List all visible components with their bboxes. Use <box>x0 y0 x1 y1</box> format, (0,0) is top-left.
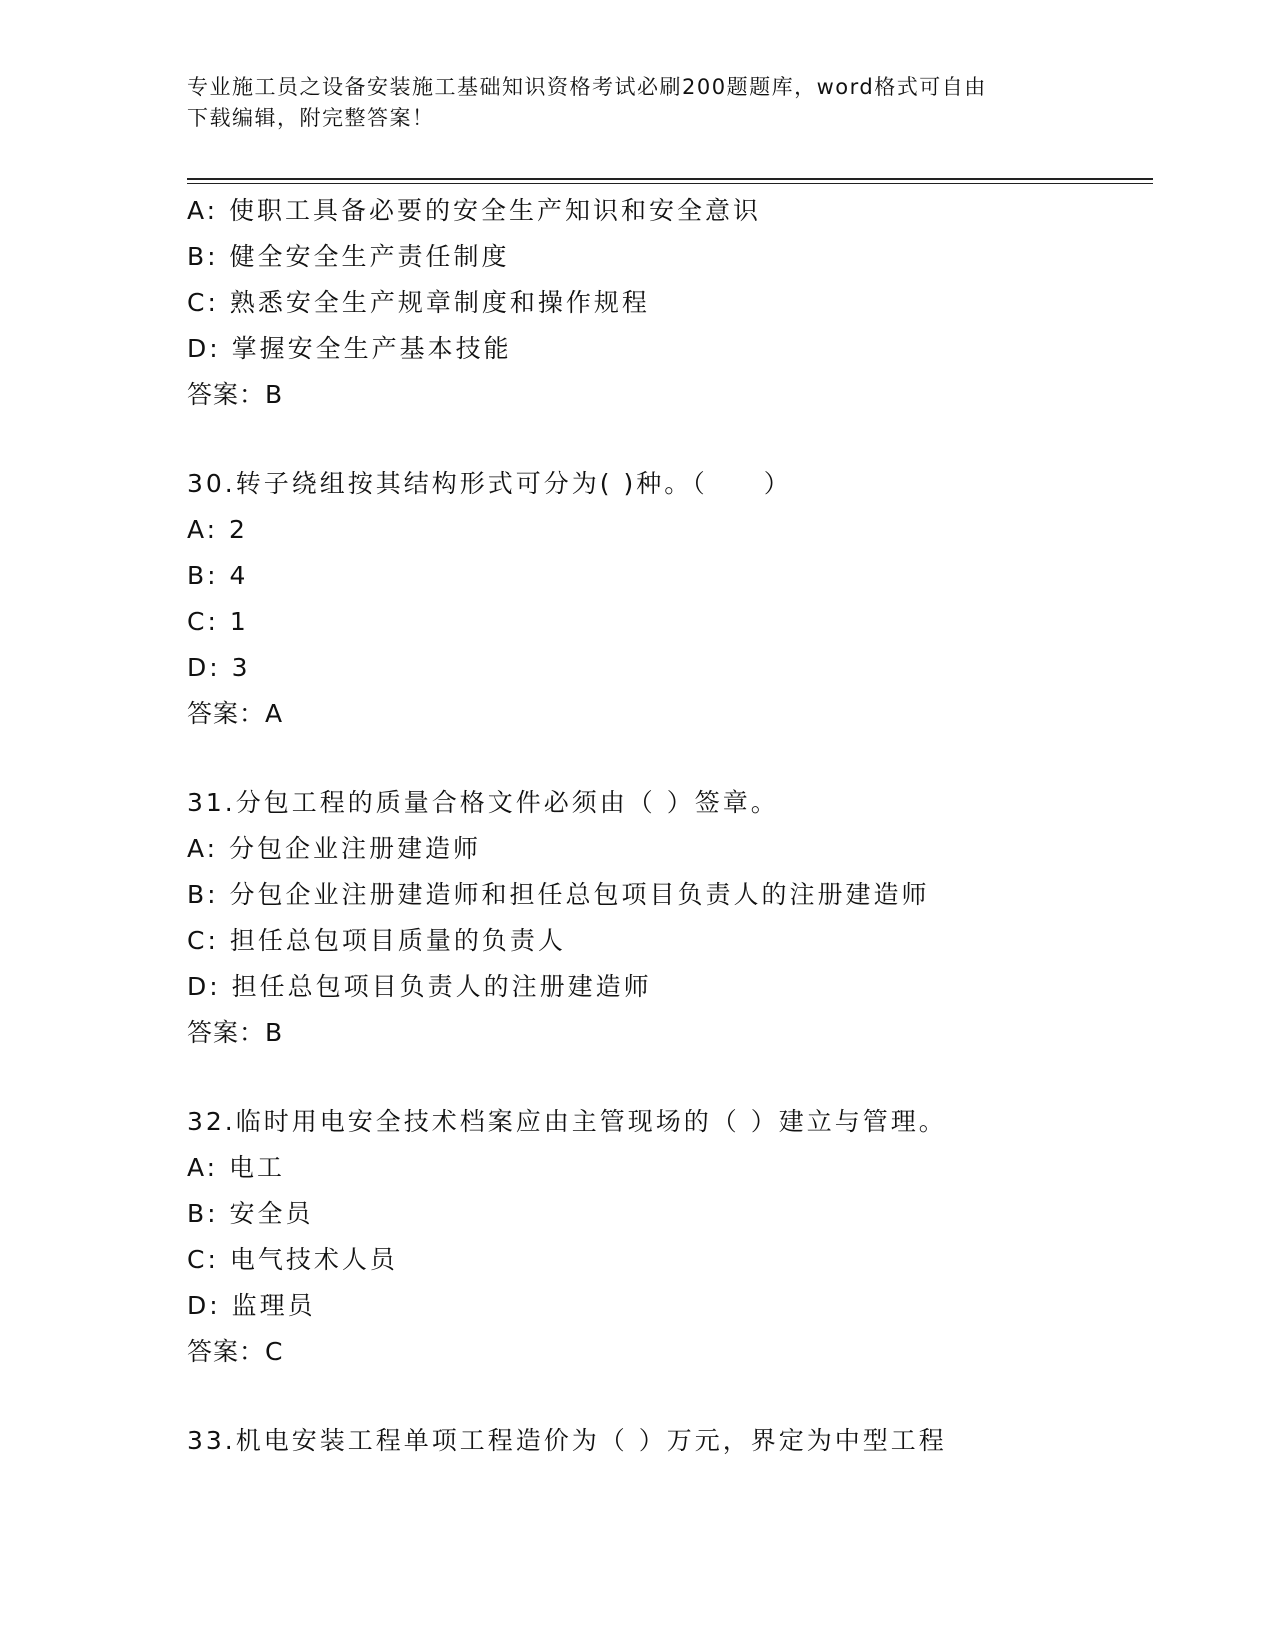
option-text: 使职工具备必要的安全生产知识和安全意识 <box>229 196 762 225</box>
option-letter: C: <box>187 926 219 955</box>
question-stem: 33.机电安装工程单项工程造价为（ ）万元，界定为中型工程 <box>187 1426 947 1455</box>
option-a <box>187 188 1153 234</box>
option-text: 3 <box>231 653 251 682</box>
option-a <box>187 1145 1153 1191</box>
header-line-1: 专业施工员之设备安装施工基础知识资格考试必刷200题题库，word格式可自由 <box>187 75 987 99</box>
option-a <box>187 507 1153 553</box>
option-letter: B: <box>187 1199 219 1228</box>
header-line-2: 下载编辑，附完整答案！ <box>187 106 435 130</box>
option-d <box>187 1283 1153 1329</box>
option-c <box>187 1237 1153 1283</box>
option-c <box>187 599 1153 645</box>
option-letter: A: <box>187 834 219 863</box>
option-letter: D: <box>187 1291 221 1320</box>
question-stem: 30.转子绕组按其结构形式可分为( )种。（ ） <box>187 469 792 498</box>
option-text: 1 <box>229 607 249 636</box>
option-text: 4 <box>229 561 249 590</box>
option-b <box>187 234 1153 280</box>
option-letter: D: <box>187 334 221 363</box>
option-letter: C: <box>187 288 219 317</box>
option-c <box>187 918 1153 964</box>
option-letter: B: <box>187 561 219 590</box>
option-a <box>187 826 1153 872</box>
question-29-continued <box>187 188 1153 418</box>
question-31 <box>187 780 1153 1056</box>
option-letter: D: <box>187 653 221 682</box>
option-text: 分包企业注册建造师 <box>229 834 482 863</box>
option-letter: A: <box>187 196 219 225</box>
header-divider-thin <box>187 183 1153 184</box>
option-b <box>187 872 1153 918</box>
option-letter: B: <box>187 242 219 271</box>
answer-line: 答案：C <box>187 1337 284 1366</box>
question-stem: 31.分包工程的质量合格文件必须由（ ）签章。 <box>187 788 779 817</box>
option-text: 电气技术人员 <box>229 1245 398 1274</box>
option-b <box>187 1191 1153 1237</box>
option-letter: A: <box>187 515 219 544</box>
option-text: 安全员 <box>229 1199 314 1228</box>
answer-line: 答案：B <box>187 1018 284 1047</box>
answer-line: 答案：B <box>187 380 284 409</box>
option-b <box>187 553 1153 599</box>
option-text: 担任总包项目质量的负责人 <box>229 926 566 955</box>
answer-line: 答案：A <box>187 699 284 728</box>
option-letter: B: <box>187 880 219 909</box>
option-letter: A: <box>187 1153 219 1182</box>
option-letter: C: <box>187 1245 219 1274</box>
question-list <box>187 188 1153 1464</box>
option-c <box>187 280 1153 326</box>
option-text: 熟悉安全生产规章制度和操作规程 <box>229 288 650 317</box>
option-text: 电工 <box>229 1153 286 1182</box>
option-text: 担任总包项目负责人的注册建造师 <box>231 972 652 1001</box>
option-text: 掌握安全生产基本技能 <box>231 334 512 363</box>
option-text: 分包企业注册建造师和担任总包项目负责人的注册建造师 <box>229 880 930 909</box>
document-header <box>187 72 1077 134</box>
option-letter: D: <box>187 972 221 1001</box>
header-divider-thick <box>187 178 1153 180</box>
option-d <box>187 964 1153 1010</box>
question-30 <box>187 461 1153 737</box>
option-d <box>187 326 1153 372</box>
option-d <box>187 645 1153 691</box>
option-text: 2 <box>229 515 248 544</box>
question-stem: 32.临时用电安全技术档案应由主管现场的（ ）建立与管理。 <box>187 1107 947 1136</box>
option-text: 监理员 <box>231 1291 316 1320</box>
option-letter: C: <box>187 607 219 636</box>
question-32 <box>187 1099 1153 1375</box>
option-text: 健全安全生产责任制度 <box>229 242 510 271</box>
question-33 <box>187 1418 1153 1464</box>
